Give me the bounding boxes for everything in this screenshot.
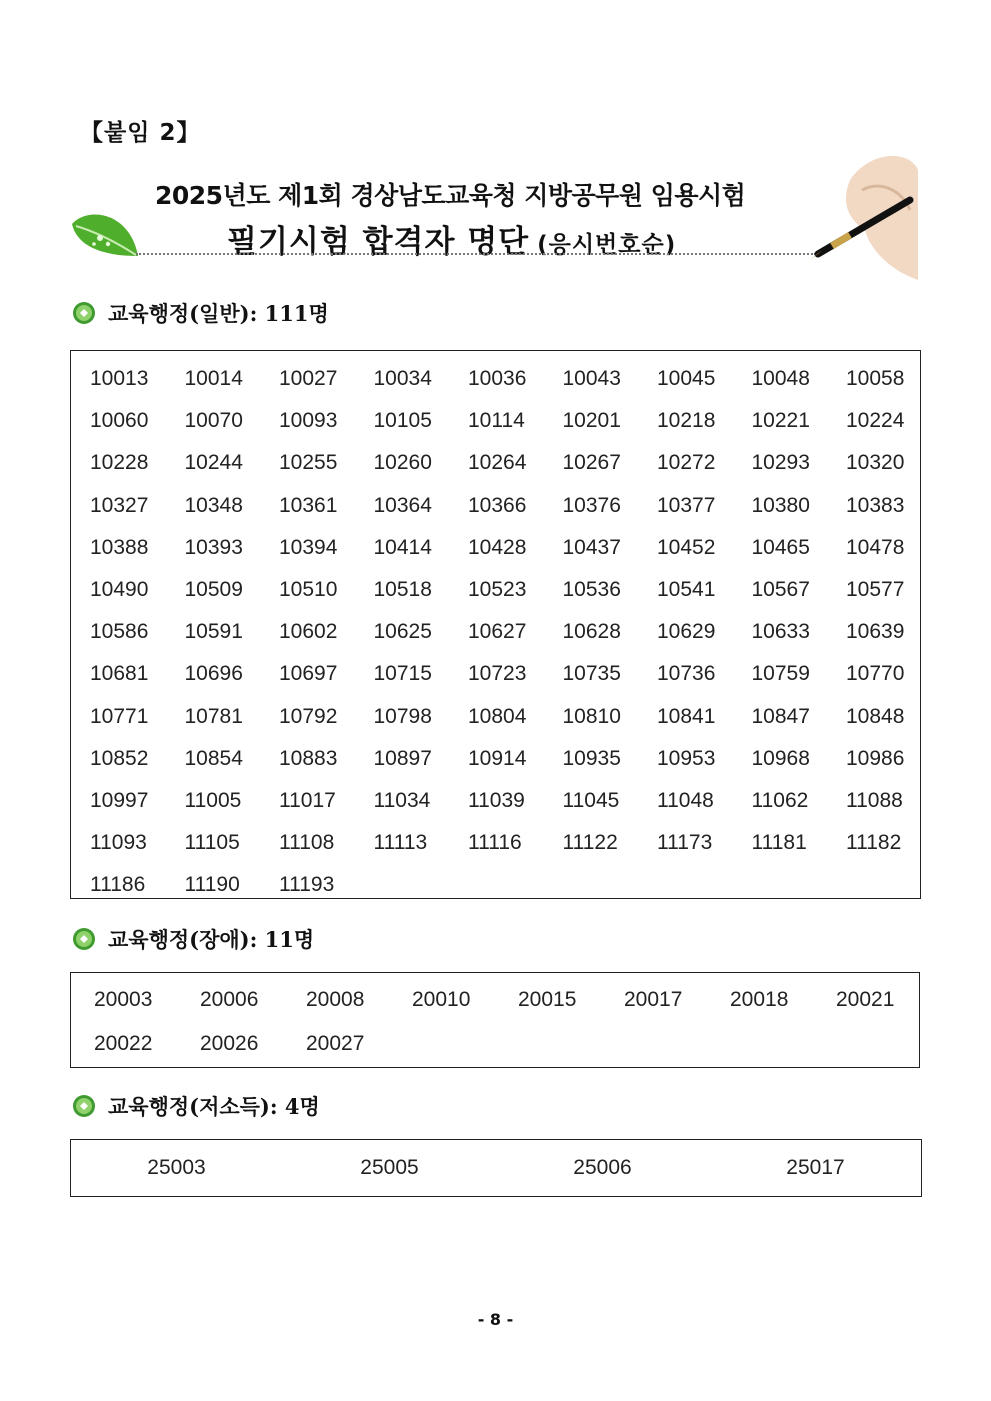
applicant-number: 10771 — [90, 704, 149, 728]
applicant-number: 10509 — [184, 578, 243, 602]
applicant-number: 10036 — [468, 367, 527, 391]
applicant-number: 10201 — [562, 409, 621, 433]
applicant-number: 10997 — [90, 788, 149, 812]
applicant-number: 10218 — [657, 409, 716, 433]
applicant-number: 25006 — [573, 1156, 632, 1179]
number-grid-general — [90, 358, 941, 906]
applicant-number: 10625 — [373, 620, 432, 644]
applicant-number: 10465 — [751, 535, 810, 559]
applicant-number: 10914 — [468, 746, 527, 770]
applicant-number: 10586 — [90, 620, 149, 644]
section-heading-text: 교육행정(일반): 111명 — [108, 301, 329, 326]
bullet-icon — [72, 1094, 96, 1118]
applicant-number: 10045 — [657, 367, 716, 391]
applicant-number: 20022 — [94, 1032, 153, 1055]
applicant-number: 10510 — [279, 578, 338, 602]
applicant-number: 10852 — [90, 746, 149, 770]
applicant-number: 10255 — [279, 451, 338, 475]
leaf-icon — [70, 210, 140, 260]
applicant-number: 10848 — [846, 704, 905, 728]
applicant-number: 10394 — [279, 535, 338, 559]
applicant-number: 10376 — [562, 493, 621, 517]
applicant-number: 11190 — [184, 873, 240, 897]
section-heading-text: 교육행정(저소득): 4명 — [108, 1094, 320, 1119]
applicant-number: 10361 — [279, 493, 338, 517]
applicant-number: 20026 — [200, 1032, 259, 1055]
applicant-number: 10264 — [468, 451, 527, 475]
applicant-number: 20003 — [94, 988, 153, 1011]
applicant-number: 20015 — [518, 988, 577, 1011]
applicant-number: 10781 — [184, 704, 243, 728]
applicant-number: 10388 — [90, 535, 149, 559]
applicant-number: 10452 — [657, 535, 716, 559]
applicant-number: 10267 — [562, 451, 621, 475]
applicant-number: 10810 — [562, 704, 621, 728]
title-line-2-sub: (응시번호순) — [537, 232, 677, 258]
applicant-number: 10968 — [751, 746, 810, 770]
applicant-number: 10591 — [184, 620, 243, 644]
applicant-number: 10633 — [751, 620, 810, 644]
applicant-number: 25017 — [786, 1156, 845, 1179]
applicant-number: 10536 — [562, 578, 621, 602]
applicant-number: 10114 — [468, 409, 525, 433]
applicant-number: 20021 — [836, 988, 895, 1011]
applicant-number: 10366 — [468, 493, 527, 517]
section-heading-disability — [72, 924, 314, 954]
applicant-number: 10043 — [562, 367, 621, 391]
applicant-number: 10013 — [90, 367, 149, 391]
applicant-number: 25005 — [360, 1156, 419, 1179]
applicant-number: 11186 — [90, 873, 146, 897]
applicant-number: 10070 — [184, 409, 243, 433]
applicant-number: 10798 — [373, 704, 432, 728]
applicant-number: 10478 — [846, 535, 905, 559]
applicant-number: 10639 — [846, 620, 905, 644]
applicant-number: 10224 — [846, 409, 905, 433]
applicant-number: 10228 — [90, 451, 149, 475]
applicant-number: 10723 — [468, 662, 527, 686]
applicant-number: 11105 — [184, 831, 240, 855]
number-grid-disability — [94, 978, 942, 1066]
applicant-number: 20017 — [624, 988, 683, 1011]
applicant-number: 10348 — [184, 493, 243, 517]
applicant-number: 11048 — [657, 788, 714, 812]
title-line-2-main: 필기시험 합격자 명단 — [227, 224, 530, 260]
section-heading-text: 교육행정(장애): 11명 — [108, 927, 315, 952]
applicant-number: 10048 — [751, 367, 810, 391]
applicant-number: 10602 — [279, 620, 338, 644]
applicant-number: 10518 — [373, 578, 432, 602]
applicant-number: 10293 — [751, 451, 810, 475]
applicant-number: 10577 — [846, 578, 905, 602]
applicant-number: 11122 — [562, 831, 618, 855]
applicant-number: 10377 — [657, 493, 716, 517]
applicant-number: 10986 — [846, 746, 905, 770]
applicant-number: 10541 — [657, 578, 716, 602]
applicant-number: 11193 — [279, 873, 335, 897]
applicant-number: 10628 — [562, 620, 621, 644]
annex-label: 【붙임 2】 — [80, 120, 201, 146]
applicant-number: 10058 — [846, 367, 905, 391]
applicant-number: 10327 — [90, 493, 149, 517]
applicant-number: 10393 — [184, 535, 243, 559]
applicant-number: 10897 — [373, 746, 432, 770]
applicant-number: 10272 — [657, 451, 716, 475]
applicant-number: 20027 — [306, 1032, 365, 1055]
applicant-number: 10221 — [751, 409, 810, 433]
applicant-number: 10627 — [468, 620, 527, 644]
applicant-number: 10759 — [751, 662, 810, 686]
bullet-icon — [72, 927, 96, 951]
applicant-number: 10735 — [562, 662, 621, 686]
applicant-number: 10014 — [184, 367, 243, 391]
applicant-number: 10364 — [373, 493, 432, 517]
applicant-number: 10935 — [562, 746, 621, 770]
applicant-number: 10523 — [468, 578, 527, 602]
applicant-number: 10883 — [279, 746, 338, 770]
applicant-number: 11108 — [279, 831, 335, 855]
applicant-number: 10105 — [373, 409, 432, 433]
applicant-number: 10953 — [657, 746, 716, 770]
applicant-number: 10380 — [751, 493, 810, 517]
number-grid-low-income — [70, 1139, 922, 1197]
title-block — [70, 150, 920, 260]
title-divider — [136, 253, 816, 255]
applicant-number: 10383 — [846, 493, 905, 517]
applicant-number: 20006 — [200, 988, 259, 1011]
applicant-number: 10696 — [184, 662, 243, 686]
applicant-number: 10715 — [373, 662, 432, 686]
section-heading-general — [72, 298, 329, 328]
applicant-number: 10736 — [657, 662, 716, 686]
applicant-number: 11116 — [468, 831, 522, 855]
applicant-number: 25003 — [147, 1156, 206, 1179]
applicant-number: 11181 — [751, 831, 807, 855]
section-heading-low-income — [72, 1091, 320, 1121]
bullet-icon — [72, 301, 96, 325]
applicant-number: 11182 — [846, 831, 902, 855]
applicant-number: 10414 — [373, 535, 432, 559]
applicant-number: 10428 — [468, 535, 527, 559]
applicant-number: 10060 — [90, 409, 149, 433]
applicant-number: 10770 — [846, 662, 905, 686]
applicant-number: 11062 — [751, 788, 809, 812]
applicant-number: 11113 — [373, 831, 428, 855]
applicant-number: 11017 — [279, 788, 336, 812]
applicant-number: 10244 — [184, 451, 243, 475]
applicant-number: 11045 — [562, 788, 620, 812]
applicant-number: 11034 — [373, 788, 431, 812]
applicant-number: 10567 — [751, 578, 810, 602]
applicant-number: 10629 — [657, 620, 716, 644]
applicant-number: 20008 — [306, 988, 365, 1011]
applicant-number: 10490 — [90, 578, 149, 602]
applicant-number: 11173 — [657, 831, 713, 855]
applicant-number: 11039 — [468, 788, 525, 812]
applicant-number: 11093 — [90, 831, 147, 855]
applicant-number: 10681 — [90, 662, 149, 686]
title-line-1: 2025년도 제1회 경상남도교육청 지방공무원 임용시험 — [155, 181, 746, 210]
applicant-number: 10841 — [657, 704, 716, 728]
applicant-number: 11005 — [184, 788, 242, 812]
applicant-number: 20018 — [730, 988, 789, 1011]
applicant-number: 10034 — [373, 367, 432, 391]
applicant-number: 10437 — [562, 535, 621, 559]
applicant-number: 10804 — [468, 704, 527, 728]
applicant-number: 11088 — [846, 788, 903, 812]
applicant-number: 10260 — [373, 451, 432, 475]
applicant-number: 10093 — [279, 409, 338, 433]
applicant-number: 10320 — [846, 451, 905, 475]
applicant-number: 10027 — [279, 367, 338, 391]
applicant-number: 20010 — [412, 988, 471, 1011]
pen-icon — [810, 150, 918, 280]
applicant-number: 10854 — [184, 746, 243, 770]
applicant-number: 10792 — [279, 704, 338, 728]
applicant-number: 10847 — [751, 704, 810, 728]
applicant-number: 10697 — [279, 662, 338, 686]
page-number: - 8 - — [477, 1310, 514, 1329]
